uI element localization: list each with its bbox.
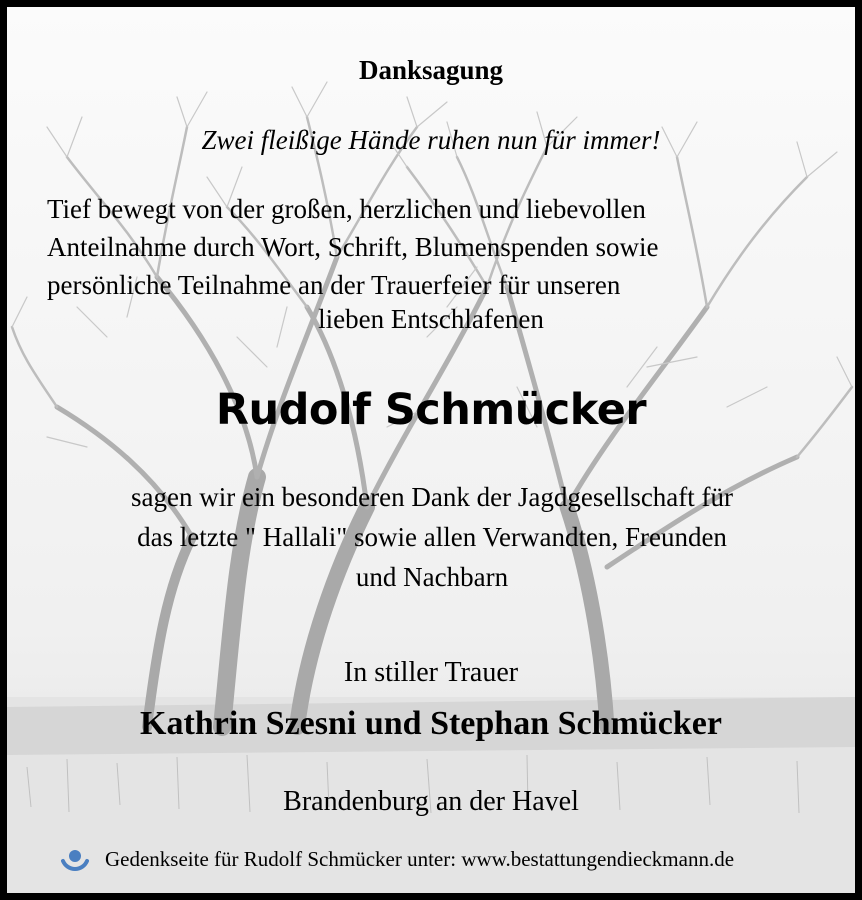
thanks-line: sagen wir ein besonderen Dank der Jagdgesellschaft für	[130, 482, 734, 512]
intro-line-last: lieben Entschlafenen	[318, 304, 544, 334]
memorial-page-text[interactable]: Gedenkseite für Rudolf Schmücker unter: www.bestattungendieckmann.de	[105, 846, 735, 871]
memorial-logo-icon	[57, 841, 93, 877]
thanks-line: und Nachbarn	[355, 562, 509, 592]
mourning-phrase: In stiller Trauer	[343, 657, 519, 688]
place-name: Brandenburg an der Havel	[283, 786, 579, 817]
notice-heading: Danksagung	[358, 55, 504, 85]
thanks-text	[47, 477, 817, 597]
intro-line: Tief bewegt von der großen, herzlichen und liebevollen	[47, 194, 646, 224]
deceased-name: Rudolf Schmücker	[215, 385, 647, 435]
intro-line: Anteilnahme durch Wort, Schrift, Blumenspenden sowie	[47, 232, 659, 262]
intro-line: persönliche Teilnahme an der Trauerfeier für unseren	[47, 270, 621, 300]
notice-motto: Zwei fleißige Hände ruhen nun für immer!	[201, 125, 661, 155]
thanks-line: das letzte " Hallali" sowie allen Verwandten, Freunden	[137, 522, 727, 552]
signers-names: Kathrin Szesni und Stephan Schmücker	[140, 705, 722, 742]
intro-text	[47, 190, 827, 304]
memorial-page-link[interactable]	[57, 841, 734, 877]
